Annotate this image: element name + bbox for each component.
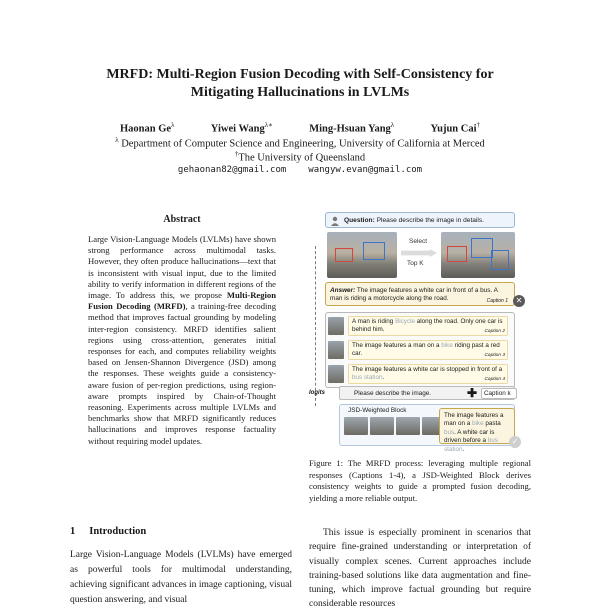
method-name: Multi-Region Fusion Decoding (MRFD)	[88, 290, 276, 312]
author-list	[120, 121, 480, 135]
title-line-2: Mitigating Hallucinations in LVLMs	[190, 85, 410, 100]
street-image	[327, 232, 397, 278]
author: Yujun Cai†	[430, 121, 480, 135]
method-figure	[309, 208, 523, 453]
region-thumbnail	[370, 417, 394, 435]
flow-line	[315, 246, 316, 406]
author: Haonan $Ge^\lambda$	[120, 121, 175, 135]
logits-label: logits	[309, 390, 325, 396]
region-thumbnail	[344, 417, 368, 435]
jsd-label: JSD-Weighted Block	[348, 407, 407, 414]
author: Ming-Hsuan Yang$^\lambda$	[309, 121, 395, 135]
response-row: The image features a white car is stopped in front of a bus station. Caption 4	[328, 363, 513, 385]
street-image-regions	[441, 232, 515, 278]
answer-box: Answer: The image features a white car in front of a bus. A man is riding a motorcycle along the road. Caption 1	[325, 282, 515, 306]
affiliation-1: $^\lambda$ Department of Computer Science and Engineering, University of California at Merced	[115, 136, 485, 150]
caption-tag: Caption 2	[484, 328, 505, 334]
abstract-body: Large Vision-Language Models (LVLMs) have shown strong performance across multimodal tasks. However, they often produce hallucinations—text that is inconsistent with visual input, due to the limited ability to verify information in different regions of the image. To address this, we propose Multi-Region Fusion Decoding (MRFD), a training-free decoding method that improves factual grounding by modeling inter-region consistency. MRFD identifies salient regions using cross-attention, generates initial responses for each, and computes reliability weights based on Jensen-Shannon Divergence (JSD) among the responses. These weights guide a consistency-aware fusion of per-region predictions, using region-aware prompts inspired by Chain-of-Thought reasoning. Experiments across multiple LVLMs and benchmarks show that MRFD significantly reduces hallucinations and improves response factuality without requiring model updates.	[88, 234, 276, 446]
region-box	[491, 250, 509, 270]
person-icon	[330, 216, 340, 226]
region-box	[335, 248, 353, 262]
email-link[interactable]: wangyw.evan@gmail.com	[308, 165, 423, 175]
region-thumbnail	[328, 365, 344, 383]
paper-title	[80, 66, 520, 102]
section-heading: 1 Introduction	[70, 526, 147, 537]
caption-tag: Caption 3	[484, 352, 505, 358]
caption-tag: Caption 4	[484, 376, 505, 382]
plus-icon: ✚	[467, 386, 478, 400]
intro-text-right: This issue is especially prominent in scenarios that require fine-grained understanding or interpretation of visually complex scenes. Current approaches include training-based solutions like data augmentation and fine-tuning, which improve factual grounding but require considerable resources	[309, 528, 531, 610]
figure-caption: Figure 1: The MRFD process: leveraging multiple regional responses (Captions 1-4), a JSD-Weighted Block derives consistency weights to guide a prompted fusion decoding, yielding a more reliable output.	[309, 458, 531, 503]
region-thumbnail	[396, 417, 420, 435]
close-icon: ✕	[513, 295, 525, 307]
affiliation-2: †The University of Queensland	[234, 150, 366, 164]
response-row: A man is riding Bicycle along the road. Only one car is behind him. Caption 2	[328, 315, 513, 337]
prompt-box: Please describe the image.	[339, 386, 515, 400]
author-emails	[100, 165, 500, 175]
arrow-select	[401, 249, 437, 257]
intro-text-left: Large Vision-Language Models (LVLMs) have emerged as powerful tools for multimodal understanding, achieving significant advances in image captioning, visual question answering, and visual	[70, 550, 292, 605]
region-thumbnail	[328, 317, 344, 335]
regional-responses	[325, 312, 515, 388]
final-output-box: The image features a man on a bike pasta bus. A white car is driven before a bus station.	[439, 408, 515, 444]
author: Yiwei Wang$^{\lambda∗}$	[210, 121, 273, 135]
email-link[interactable]: gehaonan82@gmail.com	[177, 165, 287, 175]
caption-tag: Caption 1	[486, 297, 508, 304]
region-thumbnail	[328, 341, 344, 359]
caption-k-box: Caption k	[481, 388, 517, 399]
title-line-1: MRFD: Multi-Region Fusion Decoding with Self-Consistency for	[106, 67, 494, 82]
response-row: The image features a man on a bike riding past a red car. Caption 3	[328, 339, 513, 361]
abstract-heading: Abstract	[163, 214, 201, 225]
check-icon: ✓	[509, 436, 521, 448]
region-box	[447, 246, 467, 262]
question-box: Question: Please describe the image in details.	[325, 212, 515, 228]
select-label: Select	[409, 238, 428, 245]
region-box	[471, 238, 493, 258]
region-box	[363, 242, 385, 260]
topk-label: Top K	[407, 260, 424, 267]
